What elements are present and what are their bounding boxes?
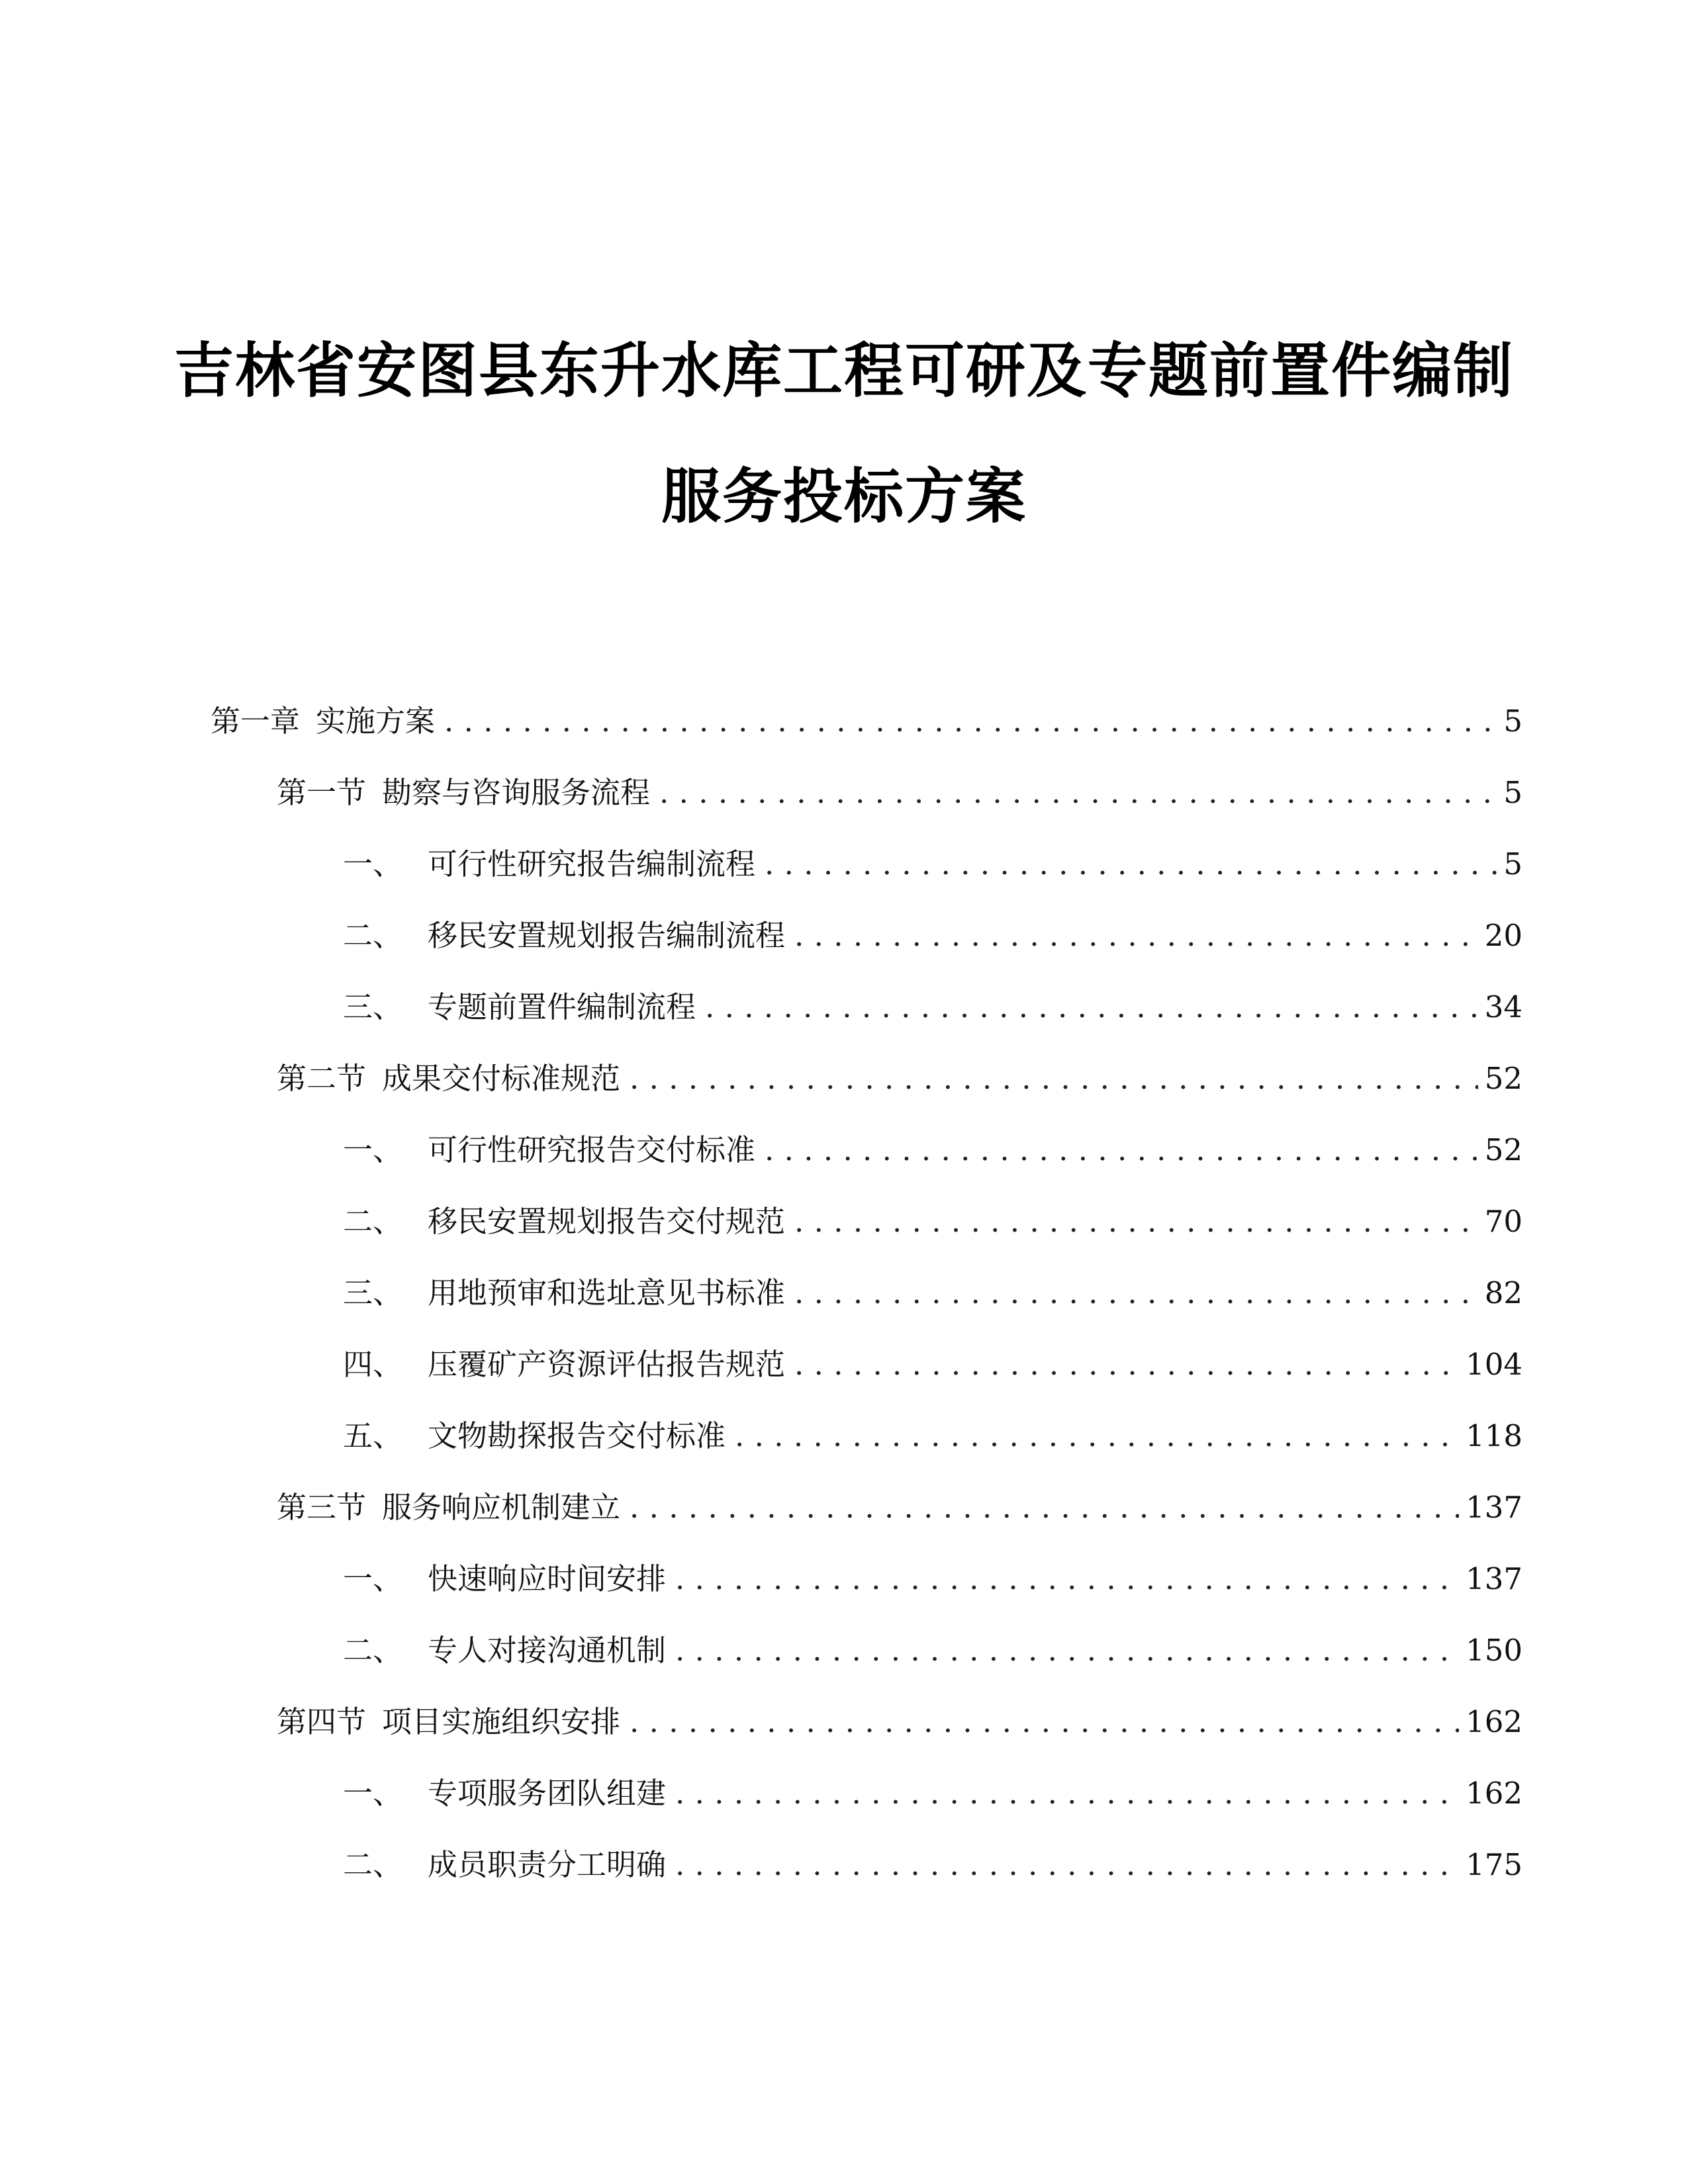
toc-dot-leader [735,1416,1459,1456]
toc-entry-number: 二、 [343,1204,403,1239]
toc-entry-item[interactable] [343,1416,1523,1456]
toc-dot-leader [675,1631,1459,1670]
toc-entry-item[interactable] [343,1774,1523,1813]
toc-entry-chapter-1[interactable] [211,702,1523,741]
toc-entry-page: 150 [1466,1633,1523,1668]
toc-entry-title: 移民安置规划报告交付规范 [428,1204,786,1239]
toc-entry-item[interactable] [343,1202,1523,1242]
toc-entry-number: 第一节 [277,775,367,810]
document-title [152,331,1536,531]
toc-entry-title: 实施方案 [316,704,436,739]
toc-entry-page: 70 [1484,1204,1523,1239]
toc-entry-number: 三、 [343,989,403,1024]
toc-entry-page: 137 [1466,1490,1523,1525]
toc-entry-number: 第一章 [211,704,301,739]
toc-dot-leader [794,1202,1478,1242]
toc-entry-item[interactable] [343,987,1523,1027]
toc-dot-leader [444,702,1497,741]
toc-entry-number: 一、 [343,1561,403,1596]
toc-entry-title: 成员职责分工明确 [428,1847,667,1882]
toc-dot-leader [794,916,1478,956]
toc-entry-page: 20 [1484,918,1523,953]
toc-entry-page: 52 [1484,1132,1523,1167]
toc-entry-page: 5 [1503,846,1523,882]
toc-entry-number: 五、 [343,1418,403,1453]
toc-entry-item[interactable] [343,844,1523,884]
toc-entry-title: 快速响应时间安排 [428,1561,667,1596]
toc-entry-item[interactable] [343,1273,1523,1313]
toc-entry-title: 用地预审和选址意见书标准 [428,1275,786,1310]
toc-entry-number: 第四节 [277,1704,367,1739]
toc-entry-item[interactable] [343,1845,1523,1885]
toc-entry-item[interactable] [343,916,1523,956]
toc-entry-number: 二、 [343,1633,403,1668]
toc-entry-item[interactable] [343,1631,1523,1670]
toc-entry-title: 项目实施组织安排 [382,1704,621,1739]
toc-entry-page: 5 [1503,775,1523,810]
toc-entry-section-4[interactable] [277,1702,1523,1742]
toc-dot-leader [675,1559,1459,1599]
toc-entry-title: 压覆矿产资源评估报告规范 [428,1347,786,1382]
title-line-1: 吉林省安图县东升水库工程可研及专题前置件编制 [174,336,1514,406]
toc-entry-title: 专题前置件编制流程 [428,989,696,1024]
toc-entry-title: 可行性研究报告交付标准 [428,1132,756,1167]
toc-entry-number: 第二节 [277,1061,367,1096]
toc-entry-title: 专项服务团队组建 [428,1776,667,1811]
toc-entry-section-2[interactable] [277,1059,1523,1099]
toc-dot-leader [794,1273,1478,1313]
toc-entry-section-1[interactable] [277,773,1523,813]
toc-entry-title: 专人对接沟通机制 [428,1633,667,1668]
toc-entry-page: 34 [1484,989,1523,1024]
toc-entry-title: 成果交付标准规范 [382,1061,621,1096]
toc-dot-leader [630,1702,1459,1742]
toc-entry-section-3[interactable] [277,1488,1523,1527]
toc-entry-number: 二、 [343,918,403,953]
toc-dot-leader [794,1345,1459,1385]
toc-dot-leader [765,844,1497,884]
toc-entry-number: 四、 [343,1347,403,1382]
toc-entry-page: 137 [1466,1561,1523,1596]
toc-entry-page: 5 [1503,704,1523,739]
toc-entry-page: 162 [1466,1704,1523,1739]
toc-entry-number: 三、 [343,1275,403,1310]
toc-dot-leader [675,1774,1459,1813]
toc-entry-page: 104 [1466,1347,1523,1382]
toc-entry-item[interactable] [343,1559,1523,1599]
toc-entry-title: 文物勘探报告交付标准 [428,1418,726,1453]
toc-entry-item[interactable] [343,1345,1523,1385]
toc-entry-title: 勘察与咨询服务流程 [382,775,651,810]
toc-entry-page: 82 [1484,1275,1523,1310]
toc-entry-number: 二、 [343,1847,403,1882]
toc-entry-page: 162 [1466,1776,1523,1811]
toc-entry-title: 可行性研究报告编制流程 [428,846,756,882]
toc-entry-number: 一、 [343,1776,403,1811]
toc-dot-leader [765,1130,1478,1170]
toc-entry-number: 第三节 [277,1490,367,1525]
toc-entry-title: 服务响应机制建立 [382,1490,621,1525]
title-line-2: 服务投标方案 [661,462,1027,531]
toc-entry-number: 一、 [343,1132,403,1167]
toc-entry-page: 118 [1466,1418,1523,1453]
toc-dot-leader [659,773,1497,813]
toc-entry-page: 52 [1484,1061,1523,1096]
toc-dot-leader [630,1488,1459,1527]
toc-entry-item[interactable] [343,1130,1523,1170]
toc-dot-leader [675,1845,1459,1885]
toc-dot-leader [705,987,1478,1027]
toc-dot-leader [630,1059,1478,1099]
toc-entry-number: 一、 [343,846,403,882]
toc-entry-page: 175 [1466,1847,1523,1882]
toc-entry-title: 移民安置规划报告编制流程 [428,918,786,953]
